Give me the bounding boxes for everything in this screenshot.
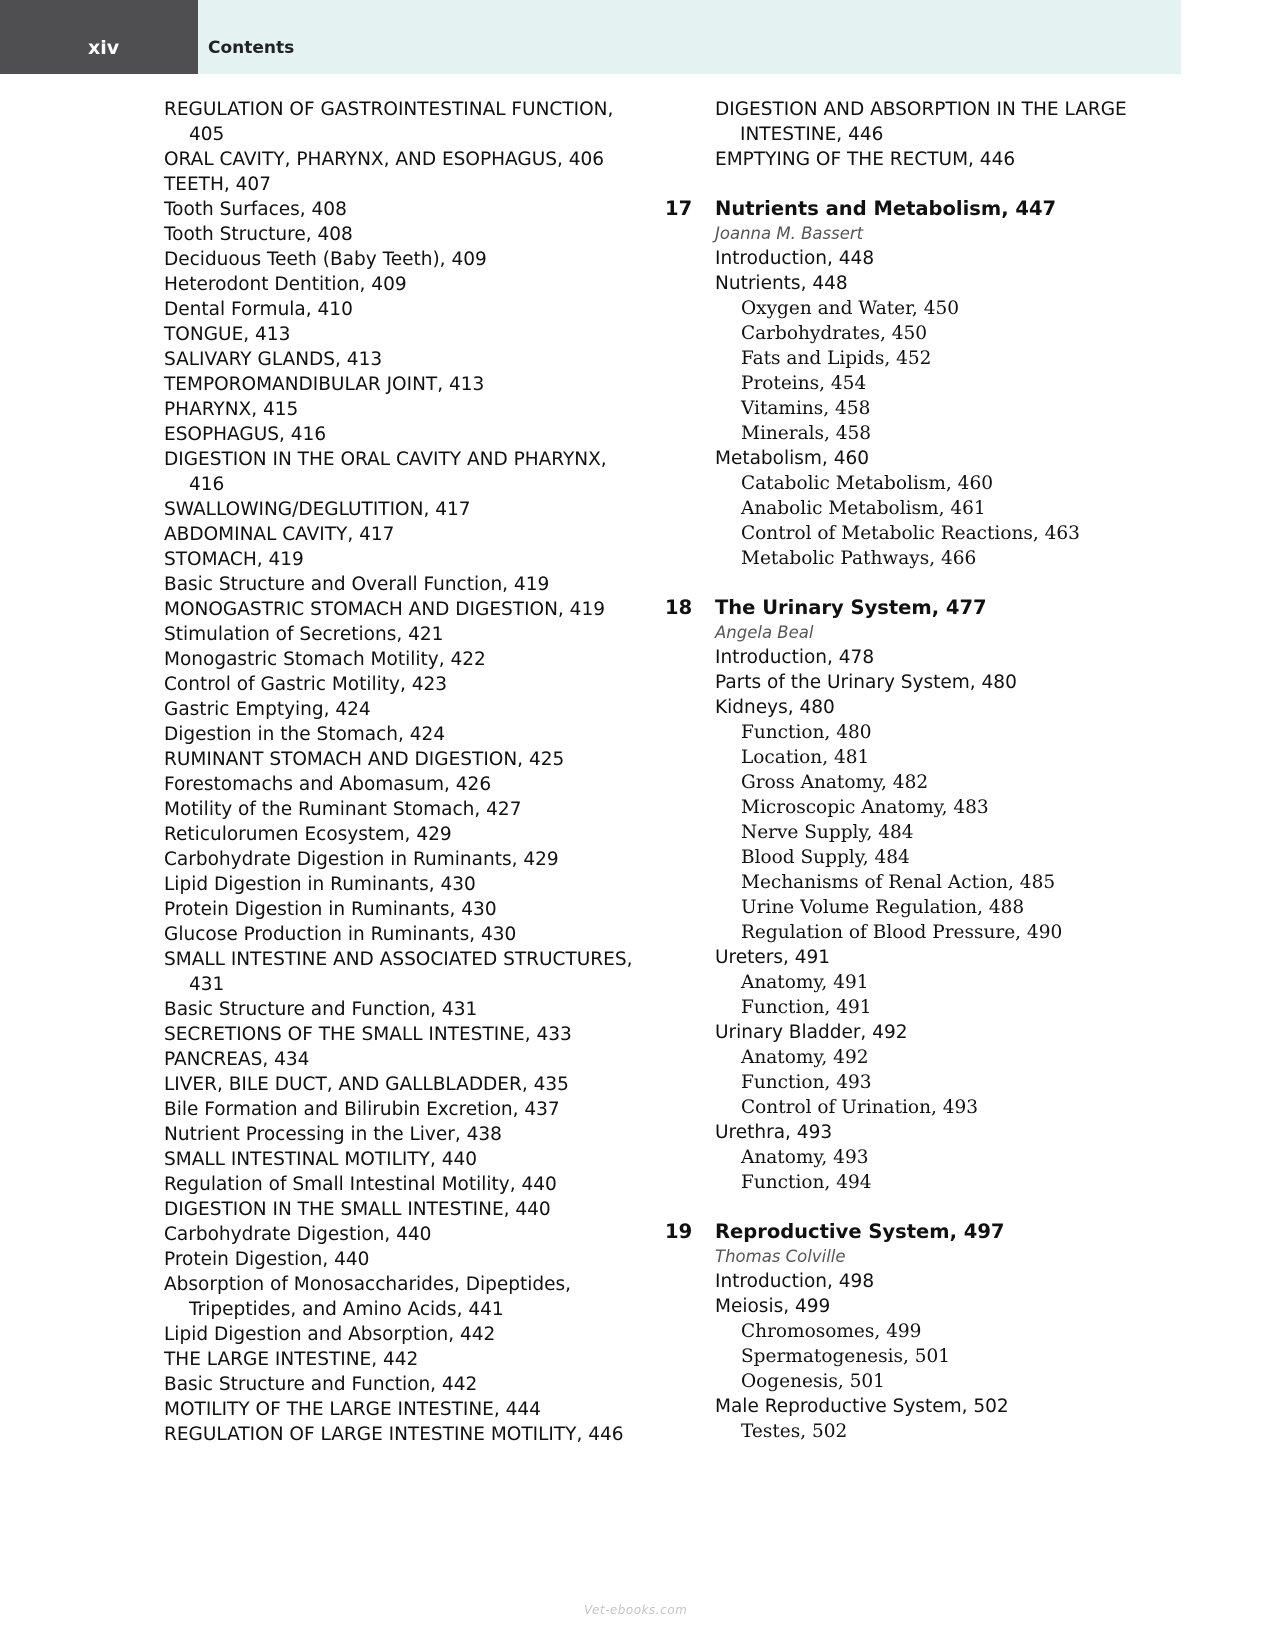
toc-subentry: Catabolic Metabolism, 460: [741, 473, 993, 494]
toc-subentry: Chromosomes, 499: [741, 1321, 922, 1342]
running-header: [0, 0, 1181, 74]
toc-subentry: Testes, 502: [741, 1421, 848, 1442]
chapter-19: [665, 1219, 1145, 1444]
toc-entry: Stimulation of Secretions, 421: [164, 624, 444, 645]
toc-entry: MONOGASTRIC STOMACH AND DIGESTION, 419: [164, 599, 605, 620]
toc-entry: MOTILITY OF THE LARGE INTESTINE, 444: [164, 1399, 541, 1420]
toc-subentry: Carbohydrates, 450: [741, 323, 928, 344]
toc-entry: Male Reproductive System, 502: [715, 1396, 1009, 1417]
toc-entry: Lipid Digestion in Ruminants, 430: [164, 874, 476, 895]
toc-subentry: Anatomy, 492: [741, 1047, 869, 1068]
chapter-number: 18: [665, 596, 693, 619]
toc-right-column: [665, 97, 1145, 1444]
toc-entry: 416: [189, 474, 225, 495]
toc-entry: Tooth Structure, 408: [164, 224, 353, 245]
toc-entry: TEMPOROMANDIBULAR JOINT, 413: [164, 374, 485, 395]
toc-entry: SWALLOWING/DEGLUTITION, 417: [164, 499, 471, 520]
toc-entry: ESOPHAGUS, 416: [164, 424, 327, 445]
chapter-heading: [665, 196, 1145, 221]
toc-entry: Protein Digestion in Ruminants, 430: [164, 899, 497, 920]
toc-subentry: Blood Supply, 484: [741, 847, 910, 868]
toc-entry: Urinary Bladder, 492: [715, 1022, 908, 1043]
toc-entry: Nutrient Processing in the Liver, 438: [164, 1124, 502, 1145]
toc-entry: Basic Structure and Function, 431: [164, 999, 478, 1020]
toc-subentry: Nerve Supply, 484: [741, 822, 914, 843]
toc-entry: SMALL INTESTINE AND ASSOCIATED STRUCTURES,: [164, 949, 633, 970]
toc-entry: Motility of the Ruminant Stomach, 427: [164, 799, 522, 820]
toc-subentry: Control of Urination, 493: [741, 1097, 979, 1118]
chapter-heading: [665, 595, 1145, 620]
toc-entry: Tooth Surfaces, 408: [164, 199, 347, 220]
watermark: Vet-ebooks.com: [584, 1603, 688, 1617]
toc-entry: Deciduous Teeth (Baby Teeth), 409: [164, 249, 487, 270]
toc-subentry: Mechanisms of Renal Action, 485: [741, 872, 1056, 893]
toc-entry: Digestion in the Stomach, 424: [164, 724, 446, 745]
toc-entry: Forestomachs and Abomasum, 426: [164, 774, 492, 795]
toc-entry: Metabolism, 460: [715, 448, 870, 469]
toc-entry: Gastric Emptying, 424: [164, 699, 371, 720]
chapter-author: Joanna M. Bassert: [715, 224, 864, 243]
toc-entry: Basic Structure and Overall Function, 419: [164, 574, 550, 595]
chapter-author: Angela Beal: [715, 623, 814, 642]
toc-entry: Nutrients, 448: [715, 273, 848, 294]
toc-entry: Introduction, 498: [715, 1271, 875, 1292]
toc-entry: EMPTYING OF THE RECTUM, 446: [715, 149, 1016, 170]
toc-subentry: Anabolic Metabolism, 461: [741, 498, 986, 519]
toc-entry: Glucose Production in Ruminants, 430: [164, 924, 517, 945]
toc-entry: 405: [189, 124, 225, 145]
toc-entry: INTESTINE, 446: [740, 124, 884, 145]
toc-entry: Heterodont Dentition, 409: [164, 274, 407, 295]
toc-entry: Carbohydrate Digestion, 440: [164, 1224, 432, 1245]
toc-subentry: Control of Metabolic Reactions, 463: [741, 523, 1080, 544]
chapter-heading: [665, 1219, 1145, 1244]
toc-entry: STOMACH, 419: [164, 549, 304, 570]
toc-left-column: [164, 97, 634, 1447]
toc-entry: Control of Gastric Motility, 423: [164, 674, 448, 695]
toc-subentry: Spermatogenesis, 501: [741, 1346, 951, 1367]
toc-entry: PHARYNX, 415: [164, 399, 299, 420]
toc-entry: TONGUE, 413: [164, 324, 291, 345]
toc-entry: REGULATION OF LARGE INTESTINE MOTILITY, 446: [164, 1424, 624, 1445]
toc-entry: Urethra, 493: [715, 1122, 833, 1143]
chapter-title: Reproductive System, 497: [715, 1220, 1005, 1243]
toc-entry: ABDOMINAL CAVITY, 417: [164, 524, 395, 545]
toc-subentry: Regulation of Blood Pressure, 490: [741, 922, 1063, 943]
running-title: Contents: [208, 38, 295, 58]
toc-subentry: Microscopic Anatomy, 483: [741, 797, 989, 818]
toc-entry: 431: [189, 974, 225, 995]
toc-entry: PANCREAS, 434: [164, 1049, 310, 1070]
toc-subentry: Anatomy, 493: [741, 1147, 869, 1168]
toc-subentry: Fats and Lipids, 452: [741, 348, 932, 369]
toc-subentry: Oogenesis, 501: [741, 1371, 885, 1392]
toc-entry: Absorption of Monosaccharides, Dipeptides,: [164, 1274, 571, 1295]
toc-entry: TEETH, 407: [164, 174, 271, 195]
toc-entry: Basic Structure and Function, 442: [164, 1374, 478, 1395]
toc-entry: Tripeptides, and Amino Acids, 441: [189, 1299, 504, 1320]
toc-entry: THE LARGE INTESTINE, 442: [164, 1349, 419, 1370]
toc-entry: Ureters, 491: [715, 947, 831, 968]
chapter-17: [665, 196, 1145, 571]
toc-subentry: Anatomy, 491: [741, 972, 869, 993]
toc-subentry: Function, 494: [741, 1172, 872, 1193]
toc-entry: Bile Formation and Bilirubin Excretion, 437: [164, 1099, 560, 1120]
toc-entry: Parts of the Urinary System, 480: [715, 672, 1017, 693]
toc-entry: ORAL CAVITY, PHARYNX, AND ESOPHAGUS, 406: [164, 149, 605, 170]
toc-subentry: Vitamins, 458: [741, 398, 871, 419]
toc-entry: Meiosis, 499: [715, 1296, 831, 1317]
toc-entry: DIGESTION IN THE SMALL INTESTINE, 440: [164, 1199, 551, 1220]
toc-entry: Monogastric Stomach Motility, 422: [164, 649, 486, 670]
toc-subentry: Minerals, 458: [741, 423, 872, 444]
toc-entry: DIGESTION AND ABSORPTION IN THE LARGE: [715, 99, 1127, 120]
toc-entry: DIGESTION IN THE ORAL CAVITY AND PHARYNX,: [164, 449, 607, 470]
chapter-title: The Urinary System, 477: [715, 596, 987, 619]
toc-entry: Introduction, 448: [715, 248, 875, 269]
toc-entry: RUMINANT STOMACH AND DIGESTION, 425: [164, 749, 565, 770]
toc-entry: Protein Digestion, 440: [164, 1249, 370, 1270]
toc-entry: SECRETIONS OF THE SMALL INTESTINE, 433: [164, 1024, 572, 1045]
page-number: xiv: [0, 0, 198, 74]
toc-entry: Lipid Digestion and Absorption, 442: [164, 1324, 496, 1345]
toc-subentry: Location, 481: [741, 747, 870, 768]
toc-entry: Dental Formula, 410: [164, 299, 353, 320]
chapter-title: Nutrients and Metabolism, 447: [715, 197, 1057, 220]
toc-entry: Introduction, 478: [715, 647, 875, 668]
toc-subentry: Urine Volume Regulation, 488: [741, 897, 1025, 918]
toc-subentry: Function, 480: [741, 722, 872, 743]
toc-entry: Regulation of Small Intestinal Motility, 440: [164, 1174, 557, 1195]
chapter-18: [665, 595, 1145, 1195]
chapter-number: 19: [665, 1220, 693, 1243]
toc-subentry: Gross Anatomy, 482: [741, 772, 929, 793]
toc-subentry: Proteins, 454: [741, 373, 867, 394]
toc-entry: Carbohydrate Digestion in Ruminants, 429: [164, 849, 559, 870]
toc-entry: Kidneys, 480: [715, 697, 835, 718]
chapter-number: 17: [665, 197, 693, 220]
toc-entry: LIVER, BILE DUCT, AND GALLBLADDER, 435: [164, 1074, 569, 1095]
toc-subentry: Function, 493: [741, 1072, 872, 1093]
toc-entry: SMALL INTESTINAL MOTILITY, 440: [164, 1149, 478, 1170]
toc-entry: Reticulorumen Ecosystem, 429: [164, 824, 452, 845]
toc-subentry: Function, 491: [741, 997, 872, 1018]
toc-subentry: Oxygen and Water, 450: [741, 298, 960, 319]
toc-subentry: Metabolic Pathways, 466: [741, 548, 977, 569]
toc-entry: SALIVARY GLANDS, 413: [164, 349, 383, 370]
toc-entry: REGULATION OF GASTROINTESTINAL FUNCTION,: [164, 99, 614, 120]
chapter-author: Thomas Colville: [715, 1247, 846, 1266]
